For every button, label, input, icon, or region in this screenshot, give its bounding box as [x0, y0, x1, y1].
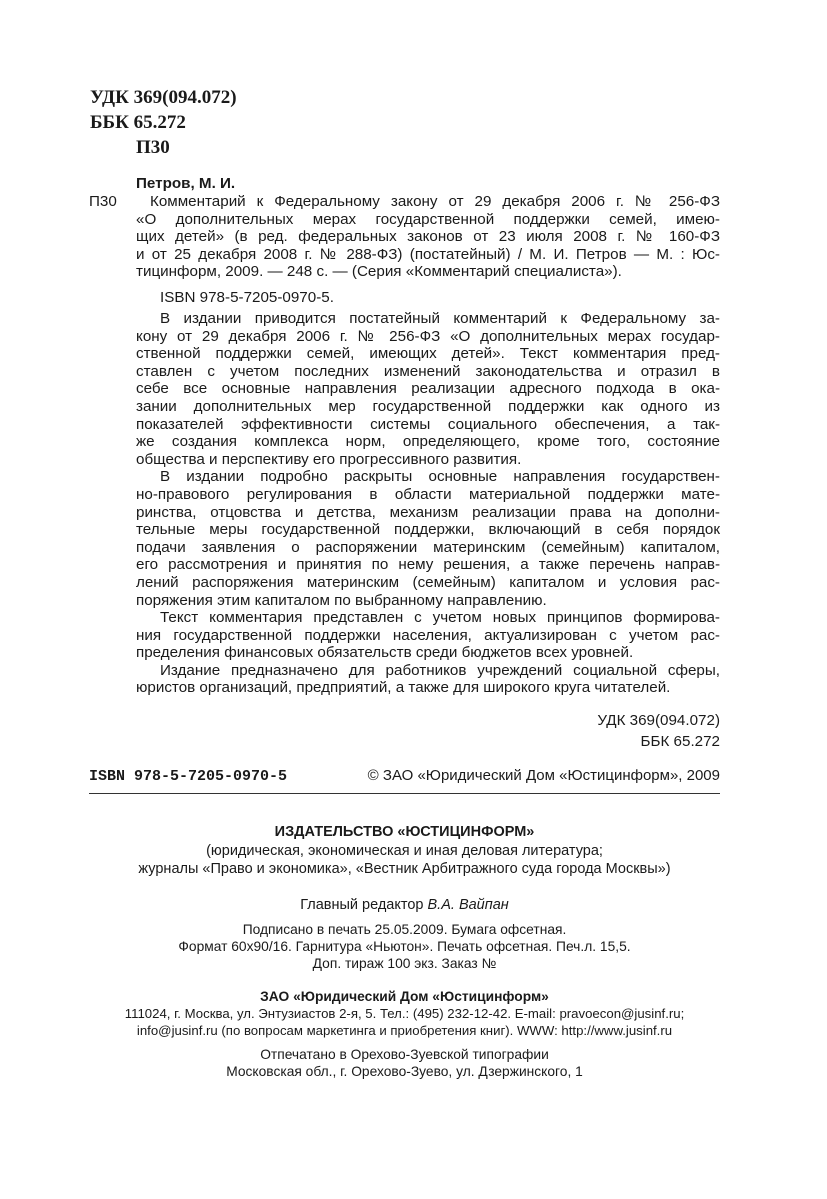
annotation-line: пределения финансовых обязательств среди бюджетов всех уровней.: [136, 644, 634, 662]
annotation-paragraph-4: [136, 662, 720, 697]
imprint-format: Формат 60x90/16. Гарнитура «Ньютон». Печать офсетная. Печ.л. 15,5.: [178, 939, 631, 954]
annotation-paragraph-2: [136, 468, 720, 609]
author-name: Петров, М. И.: [136, 175, 236, 192]
annotation-line: себе все основные направления реализации адресного подхода в ока-: [136, 380, 720, 398]
bibliography-line: Комментарий к Федеральному закону от 29 декабря 2006 г. № 256-ФЗ: [150, 193, 720, 210]
annotation-line: ставлен с учетом последних изменений законодательства и отразил в: [136, 362, 720, 380]
imprint-signed: Подписано в печать 25.05.2009. Бумага офсетная.: [242, 922, 567, 937]
bibliography-line: и от 25 декабря 2008 г. № 288-ФЗ) (постатейный) / М. И. Петров — М. : Юс-: [136, 245, 720, 263]
annotation-line: же создания комплекса норм, определяющего, кроме того, состояние: [136, 433, 720, 451]
imprint-printed-1: Отпечатано в Орехово-Зуевской типографии: [260, 1047, 549, 1062]
annotation-line: показателей эффективности системы социального обеспечения, а так-: [136, 415, 720, 433]
annotation-line: Издание предназначено для работников учреждений социальной сферы,: [160, 661, 720, 679]
annotation-line: В издании подробно раскрыты основные направления государствен-: [160, 468, 720, 486]
annotation-line: общества и перспективу его прогрессивного развития.: [136, 450, 522, 468]
annotation-line: подачи заявления о распоряжении материнским (семейным) капиталом,: [136, 538, 720, 556]
bibliography-line: «О дополнительных мерах государственной поддержки семей, имею-: [136, 210, 720, 228]
annotation-paragraph-3: [136, 609, 720, 662]
annotation-line: ринства, отцовства и детства, механизм реализации права на дополни-: [136, 503, 720, 521]
annotation-line: тельные меры государственной поддержки, включающий в себя порядок: [136, 521, 720, 539]
copyright-divider: [89, 793, 720, 794]
copyright-isbn: ISBN 978-5-7205-0970-5: [89, 768, 288, 785]
annotation-line: В издании приводится постатейный комментарий к Федеральному за-: [160, 310, 720, 327]
annotation-line: его рассмотрения и принятия по нему решения, а также перечень направ-: [136, 556, 720, 574]
copyright-holder: © ЗАО «Юридический Дом «Юстицинформ», 2009: [367, 767, 720, 784]
bibliography-description: [136, 193, 720, 281]
annotation-paragraph-1: [136, 310, 720, 468]
imprint-printed-2: Московская обл., г. Орехово-Зуево, ул. Дзержинского, 1: [226, 1064, 583, 1079]
bibliography-mark: П30: [89, 193, 117, 210]
annotation-line: кону от 29 декабря 2006 г. № 256-ФЗ «О дополнительных мерах государ-: [136, 327, 720, 345]
annotation: [136, 310, 720, 697]
annotation-line: юристов организаций, предприятий, а также для широкого круга читателей.: [136, 679, 671, 697]
publisher-description-1: (юридическая, экономическая и иная деловая литература;: [206, 843, 603, 859]
annotation-line: ственной поддержки семей, имеющих детей». Текст комментария пред-: [136, 345, 720, 363]
annotation-line: ния государственной поддержки населения, актуализирован с учетом рас-: [136, 626, 720, 644]
annotation-line: но-правового регулирования в области материальной поддержки мате-: [136, 485, 720, 503]
udk-code: УДК 369(094.072): [90, 87, 237, 108]
annotation-line: Текст комментария представлен с учетом новых принципов формирова-: [160, 609, 720, 627]
imprint-print-run: Доп. тираж 100 экз. Заказ №: [312, 956, 497, 971]
imprint-address-2: info@jusinf.ru (по вопросам маркетинга и приобретения книг). WWW: http://www.jusinf.ru: [136, 1023, 673, 1038]
bibliography-line: щих детей» (в ред. федеральных законов от 23 июля 2008 г. № 160-ФЗ: [136, 228, 720, 246]
publisher-name: ИЗДАТЕЛЬСТВО «ЮСТИЦИНФОРМ»: [274, 824, 535, 840]
bibliography-line: тицинформ, 2009. — 248 с. — (Серия «Комментарий специалиста»).: [136, 263, 622, 281]
chief-editor-name: В.А. Вайпан: [427, 897, 509, 913]
imprint-address-1: 111024, г. Москва, ул. Энтузиастов 2-я, 5. Тел.: (495) 232-12-42. E-mail: pravoecon@jusinf.ru;: [124, 1006, 685, 1021]
annotation-line: лений распоряжения материнским (семейным) капиталом и условия рас-: [136, 573, 720, 591]
udk-right: УДК 369(094.072): [597, 712, 720, 729]
chief-editor: [89, 897, 720, 913]
annotation-line: зании дополнительных мер государственной поддержки как одного из: [136, 397, 720, 415]
bbk-right: ББК 65.272: [640, 733, 720, 750]
bbk-code: ББК 65.272: [90, 112, 186, 133]
chief-editor-label: Главный редактор: [300, 897, 424, 913]
author-mark: П30: [136, 137, 170, 158]
imprint-company: ЗАО «Юридический Дом «Юстицинформ»: [260, 989, 549, 1004]
bibliography-isbn: ISBN 978-5-7205-0970-5.: [160, 289, 334, 306]
annotation-line: поряжения этим капиталом по выбранному направлению.: [136, 591, 547, 609]
publisher-description-2: журналы «Право и экономика», «Вестник Арбитражного суда города Москвы»): [138, 861, 671, 877]
